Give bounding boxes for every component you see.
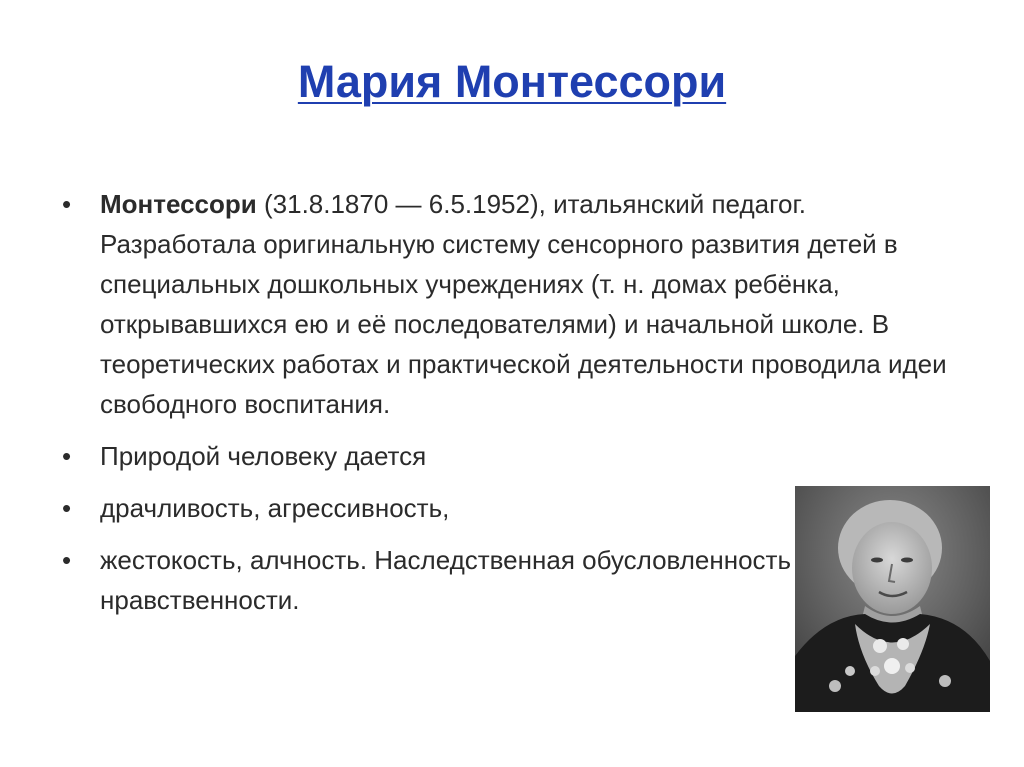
bullet-text: Природой человеку дается [100, 441, 427, 471]
bullet-text: жестокость, алчность. Наследственная обусловленность нравственности. [100, 545, 792, 615]
bullet-item [62, 436, 962, 476]
bullet-marker: • [62, 189, 72, 219]
portrait-icon [795, 486, 990, 712]
slide-title[interactable]: Мария Монтессори [297, 56, 727, 107]
bullet-text: драчливость, агрессивность, [100, 493, 450, 523]
bullet-item [62, 184, 962, 424]
bullet-marker: • [62, 545, 72, 575]
bullet-bold-text: Монтессори [100, 189, 257, 219]
bullet-text: (31.8.1870 — 6.5.1952), итальянский педагог. Разработала оригинальную систему сенсорного развития детей в специальных дошкольных учреждениях (т. н. домах ребёнка, открывавшихся ею и её последователями) и начальной школе. В теоретических работах и практической деятельности проводила идеи свободного воспитания. [100, 189, 947, 419]
bullet-marker: • [62, 441, 72, 471]
portrait-photo [795, 486, 990, 712]
bullet-marker: • [62, 493, 72, 523]
